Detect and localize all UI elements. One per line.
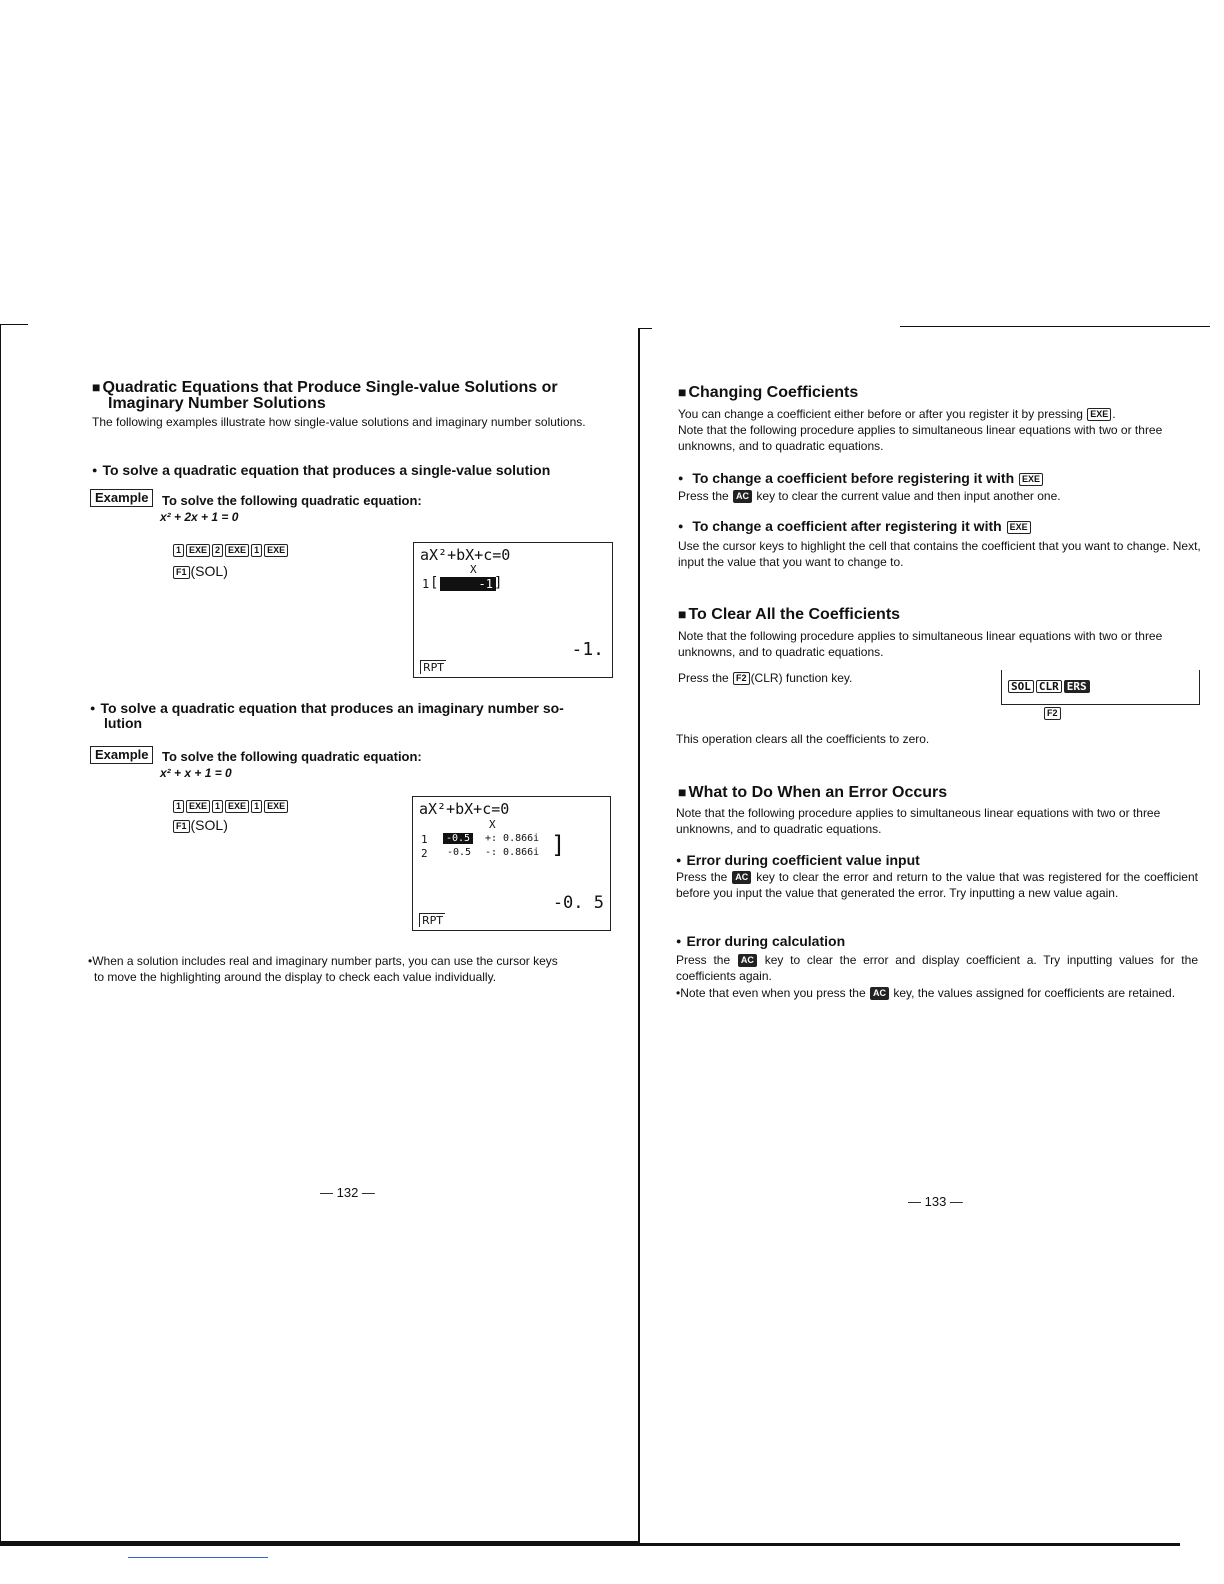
f1-key: F1 (173, 820, 190, 833)
lcd-title: aX²+bX+c=0 (420, 546, 511, 564)
error-calc-post: key to clear the error and display coefficient a. Try inputting values for the coefficients again. (676, 953, 1198, 983)
key-2: 2 (212, 544, 223, 557)
lcd-row-1-imag: +: 0.866i (485, 833, 540, 844)
changing-text-1: You can change a coefficient either before or after you register it by pressing EXE . (678, 407, 1116, 421)
note-line-2: to move the highlighting around the display to check each value individually. (94, 970, 497, 984)
clear-all-result: This operation clears all the coefficients to zero. (676, 732, 930, 746)
before-text-post: key to clear the current value and then input another one. (756, 489, 1061, 503)
ac-key: AC (732, 871, 751, 884)
ex2-key-sequence (172, 797, 289, 815)
lcd-row-1-label: 1 (421, 833, 428, 846)
function-menu-bar (1007, 680, 1091, 694)
lcd-column-header: X (489, 818, 496, 831)
lcd-bottom-value: -0. 5 (552, 893, 604, 913)
changing-text-1-content: You can change a coefficient either before or after you register it by pressing (678, 407, 1083, 421)
lcd-row-label: 1 (422, 577, 430, 591)
ex1-example-label: Example (90, 489, 153, 507)
note-line-1: •When a solution includes real and imaginary number parts, you can use the cursor keys (88, 954, 558, 968)
menu-sol: SOL (1008, 680, 1034, 693)
key-1: 1 (251, 544, 262, 557)
page-number-left: — 132 — (320, 1185, 375, 1200)
error-note-post: key, the values assigned for coefficients are retained. (893, 986, 1176, 1000)
f2-key-under-menu: F2 (1044, 707, 1061, 720)
ac-key: AC (733, 490, 752, 503)
lcd-row-2-real: -0.5 (447, 847, 472, 858)
clear-all-text: Note that the following procedure applies to simultaneous linear equations with two or three unknowns, and to quadratic equations. (678, 629, 1163, 659)
ex2-function-key (172, 817, 228, 833)
lcd-bottom-value: -1. (571, 639, 604, 660)
lcd-row-1-real: -0.5 (443, 833, 473, 844)
error-calc-pre: Press the (676, 953, 731, 967)
section-title-line-2: Imaginary Number Solutions (108, 395, 326, 412)
key-exe: EXE (186, 800, 210, 813)
clr-menu-display (1001, 670, 1200, 705)
before-heading-text: To change a coefficient before registering it with (692, 470, 1015, 486)
ex1-key-sequence (172, 541, 289, 559)
error-input-heading: ● Error during coefficient value input (676, 852, 920, 869)
error-input-pre: Press the (676, 870, 728, 884)
lcd-menu-rpt: RPT (420, 660, 446, 674)
ac-key: AC (738, 954, 757, 967)
ex2-equation: x² + x + 1 = 0 (160, 766, 232, 780)
menu-clr: CLR (1036, 680, 1062, 693)
lcd-row-2-imag: -: 0.866i (485, 847, 540, 858)
before-text-pre: Press the (678, 489, 729, 503)
key-1: 1 (212, 800, 223, 813)
press-pre: Press the (678, 671, 729, 685)
before-text (678, 488, 1200, 504)
key-exe: EXE (264, 544, 288, 557)
after-heading-text: To change a coefficient after registering it with (692, 518, 1002, 534)
changing-title: ■ Changing Coefficients (678, 383, 858, 402)
f1-key: F1 (173, 566, 190, 579)
lcd-highlighted-value: -1 (440, 577, 496, 591)
ex2-heading-line-1: ● To solve a quadratic equation that produces an imaginary number so- (90, 700, 564, 717)
key-1: 1 (251, 800, 262, 813)
ex1-function-key (172, 563, 228, 579)
lcd-column-header: X (470, 563, 477, 576)
page-number-right: — 133 — (908, 1194, 963, 1209)
error-note-pre: •Note that even when you press the (676, 986, 866, 1000)
ex2-lcd-screen (412, 796, 611, 931)
f2-key: F2 (733, 672, 750, 685)
error-input-post: key to clear the error and return to the value that was registered for the coefficient before you input the value that generated the error. Try inputting a new value again. (676, 870, 1198, 900)
ex2-example-label: Example (90, 746, 153, 764)
lcd-menu-rpt: RPT (419, 913, 445, 927)
f1-key-label: (SOL) (190, 563, 228, 579)
bottom-underline (128, 1557, 268, 1558)
lcd-title: aX²+bX+c=0 (419, 800, 510, 818)
section-title-line-1: ■ Quadratic Equations that Produce Single-value Solutions or (92, 378, 558, 397)
exe-key: EXE (1019, 473, 1043, 486)
f1-key-label: (SOL) (190, 817, 228, 833)
key-exe: EXE (186, 544, 210, 557)
lcd-bracket: ] (551, 831, 566, 859)
error-note (676, 985, 1198, 1001)
changing-text-2: Note that the following procedure applies to simultaneous linear equations with two or three unknowns, and to quadratic equations. (678, 423, 1163, 453)
lcd-bracket-right: ] (494, 575, 503, 591)
error-calc-heading: ● Error during calculation (676, 933, 845, 950)
after-heading (678, 518, 1032, 535)
ex1-heading: ● To solve a quadratic equation that produces a single-value solution (92, 462, 550, 479)
error-calc-text (676, 952, 1198, 984)
after-text: Use the cursor keys to highlight the cell that contains the coefficient that you want to change. Next, input the value that you want to change to. (678, 539, 1201, 569)
ex1-instruction: To solve the following quadratic equation: (162, 493, 422, 508)
exe-key: EXE (1007, 521, 1031, 534)
intro-text: The following examples illustrate how single-value solutions and imaginary number solutions. (92, 415, 586, 429)
ac-key: AC (870, 987, 889, 1000)
ex1-equation: x² + 2x + 1 = 0 (160, 510, 239, 524)
error-input-text (676, 869, 1198, 901)
ex2-heading-line-2: lution (104, 715, 143, 731)
lcd-bracket-left: [ (430, 575, 439, 591)
key-exe: EXE (225, 544, 249, 557)
menu-ers: ERS (1064, 680, 1090, 693)
clear-all-title: ■ To Clear All the Coefficients (678, 605, 900, 624)
key-1: 1 (173, 544, 184, 557)
key-exe: EXE (264, 800, 288, 813)
lcd-row-2-label: 2 (421, 847, 428, 860)
exe-key: EXE (1087, 408, 1111, 421)
ex1-lcd-screen (413, 542, 613, 678)
right-page (640, 0, 1224, 1584)
error-title: ■ What to Do When an Error Occurs (678, 783, 947, 802)
key-exe: EXE (225, 800, 249, 813)
key-1: 1 (173, 800, 184, 813)
clear-all-instruction (678, 670, 852, 686)
error-text: Note that the following procedure applies to simultaneous linear equations with two or three unknowns, and to quadratic equations. (676, 806, 1161, 836)
before-heading (678, 470, 1044, 487)
press-post: (CLR) function key. (750, 671, 853, 685)
ex2-instruction: To solve the following quadratic equation: (162, 749, 422, 764)
